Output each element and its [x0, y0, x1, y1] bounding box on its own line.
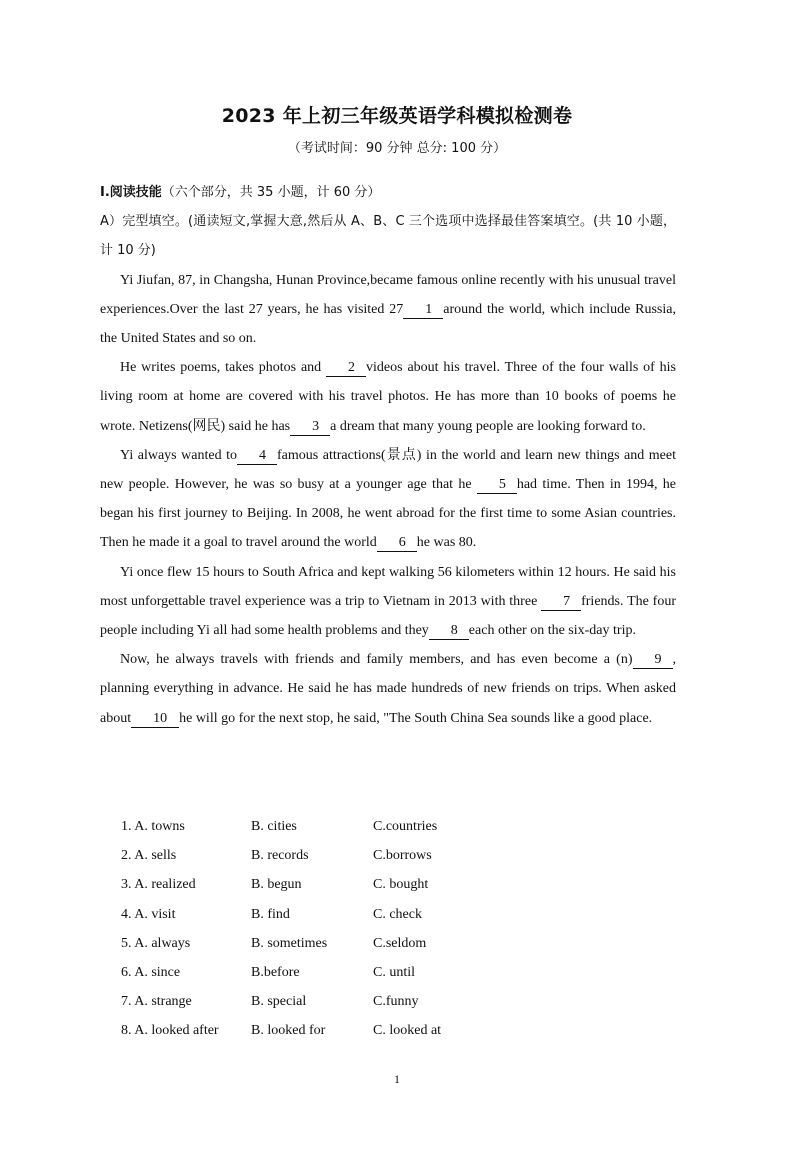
option-row — [121, 870, 481, 899]
option-b: B. special — [251, 994, 307, 1010]
passage-text: he was 80. — [416, 535, 477, 551]
passage-paragraph — [100, 441, 676, 558]
option-row — [121, 987, 481, 1016]
exam-subtitle: （考试时间：90 分钟 总分: 100 分） — [287, 141, 507, 156]
reading-passage — [100, 266, 676, 733]
passage-text: each other on the six-day trip. — [468, 623, 636, 639]
passage-text: friends. The four people including Yi all had some health problems and they — [100, 593, 676, 639]
passage-paragraph — [100, 645, 676, 733]
passage-paragraph — [100, 558, 676, 646]
blank-2: 2 — [326, 359, 366, 377]
option-b: B. records — [251, 848, 309, 864]
option-c: C.seldom — [373, 935, 427, 951]
passage-text: Yi Jiufan, 87, in Changsha, Hunan Province,became famous online recently with his unusual travel experiences.Over the last 27 years, he has visited 27 — [100, 272, 676, 317]
option-row — [121, 929, 481, 958]
option-b: B. looked for — [251, 1023, 326, 1039]
section-heading — [100, 178, 676, 207]
passage-text: videos about his travel. Three of the four walls of his living room at home are covered with his travel photos. He has more than 10 books of poems he wrote. Netizens(网民) said he has — [100, 360, 676, 434]
option-b: B. cities — [251, 819, 297, 834]
option-c: C. until — [373, 964, 416, 980]
option-c: C.borrows — [373, 848, 432, 864]
option-a: 8. A. looked after — [121, 1023, 219, 1039]
section-instruction: A）完型填空。(通读短文,掌握大意,然后从 A、B、C 三个选项中选择最佳答案填空。(共 10 小题，计 10 分) — [100, 214, 676, 259]
passage-text: Yi always wanted to — [120, 447, 237, 463]
blank-3: 3 — [290, 418, 330, 436]
option-c: C.countries — [373, 819, 438, 834]
page-number: 1 — [394, 1072, 400, 1086]
passage-text: Yi once flew 15 hours to South Africa and kept walking 56 kilometers within 12 hours. He said his most unforgettable travel experience was a trip to Vietnam in 2013 with three — [100, 564, 676, 609]
exam-body — [100, 178, 676, 733]
option-a: 1. A. towns — [121, 819, 185, 834]
blank-8: 8 — [429, 622, 469, 640]
option-a: 6. A. since — [121, 964, 181, 980]
passage-text: He writes poems, takes photos and — [120, 360, 327, 376]
option-b: B. find — [251, 906, 290, 922]
section-heading-title: I.阅读技能 — [100, 185, 162, 200]
blank-6: 6 — [377, 534, 417, 552]
blank-4: 4 — [237, 447, 277, 465]
blank-5: 5 — [477, 476, 517, 494]
option-b: B. begun — [251, 877, 302, 893]
blank-7: 7 — [541, 593, 581, 611]
option-a: 2. A. sells — [121, 848, 177, 864]
option-a: 3. A. realized — [121, 877, 196, 893]
passage-text: he will go for the next stop, he said, "The South China Sea sounds like a good place. — [179, 710, 653, 726]
option-a: 5. A. always — [121, 935, 191, 951]
answer-options — [121, 812, 481, 1046]
passage-text: , planning everything in advance. He said he has made hundreds of new friends on trips. When asked about — [100, 652, 676, 726]
option-row — [121, 1016, 481, 1045]
passage-text: Now, he always travels with friends and family members, and has even become a (n) — [120, 652, 633, 668]
option-row — [121, 841, 481, 870]
option-c: C.funny — [373, 994, 419, 1010]
blank-1: 1 — [403, 301, 443, 319]
option-a: 4. A. visit — [121, 906, 176, 922]
passage-paragraph — [100, 353, 676, 441]
blank-9: 9 — [633, 651, 673, 669]
option-c: C. looked at — [373, 1023, 442, 1039]
passage-text: a dream that many young people are looking forward to. — [330, 418, 646, 434]
option-c: C. check — [373, 906, 422, 922]
passage-text: had time. Then in 1994, he began his first journey to Beijing. In 2008, he went abroad for the first time to some Asian countries. Then he made it a goal to travel around the world — [100, 477, 676, 551]
option-a: 7. A. strange — [121, 994, 192, 1010]
passage-paragraph — [100, 266, 676, 354]
passage-text: around the world, which include Russia, the United States and so on. — [100, 301, 676, 347]
option-row — [121, 958, 481, 987]
section-heading-detail: （六个部分，共 35 小题，计 60 分） — [161, 185, 381, 200]
option-b: B.before — [251, 964, 300, 980]
option-row — [121, 900, 481, 929]
passage-text: famous attractions(景点) in the world and learn new things and meet new people. However, he was so busy at a younger age that he — [100, 447, 676, 493]
option-b: B. sometimes — [251, 935, 328, 951]
blank-10: 10 — [131, 710, 179, 728]
option-row — [121, 812, 481, 841]
option-c: C. bought — [373, 877, 429, 893]
exam-title: 2023 年上初三年级英语学科模拟检测卷 — [221, 105, 573, 127]
